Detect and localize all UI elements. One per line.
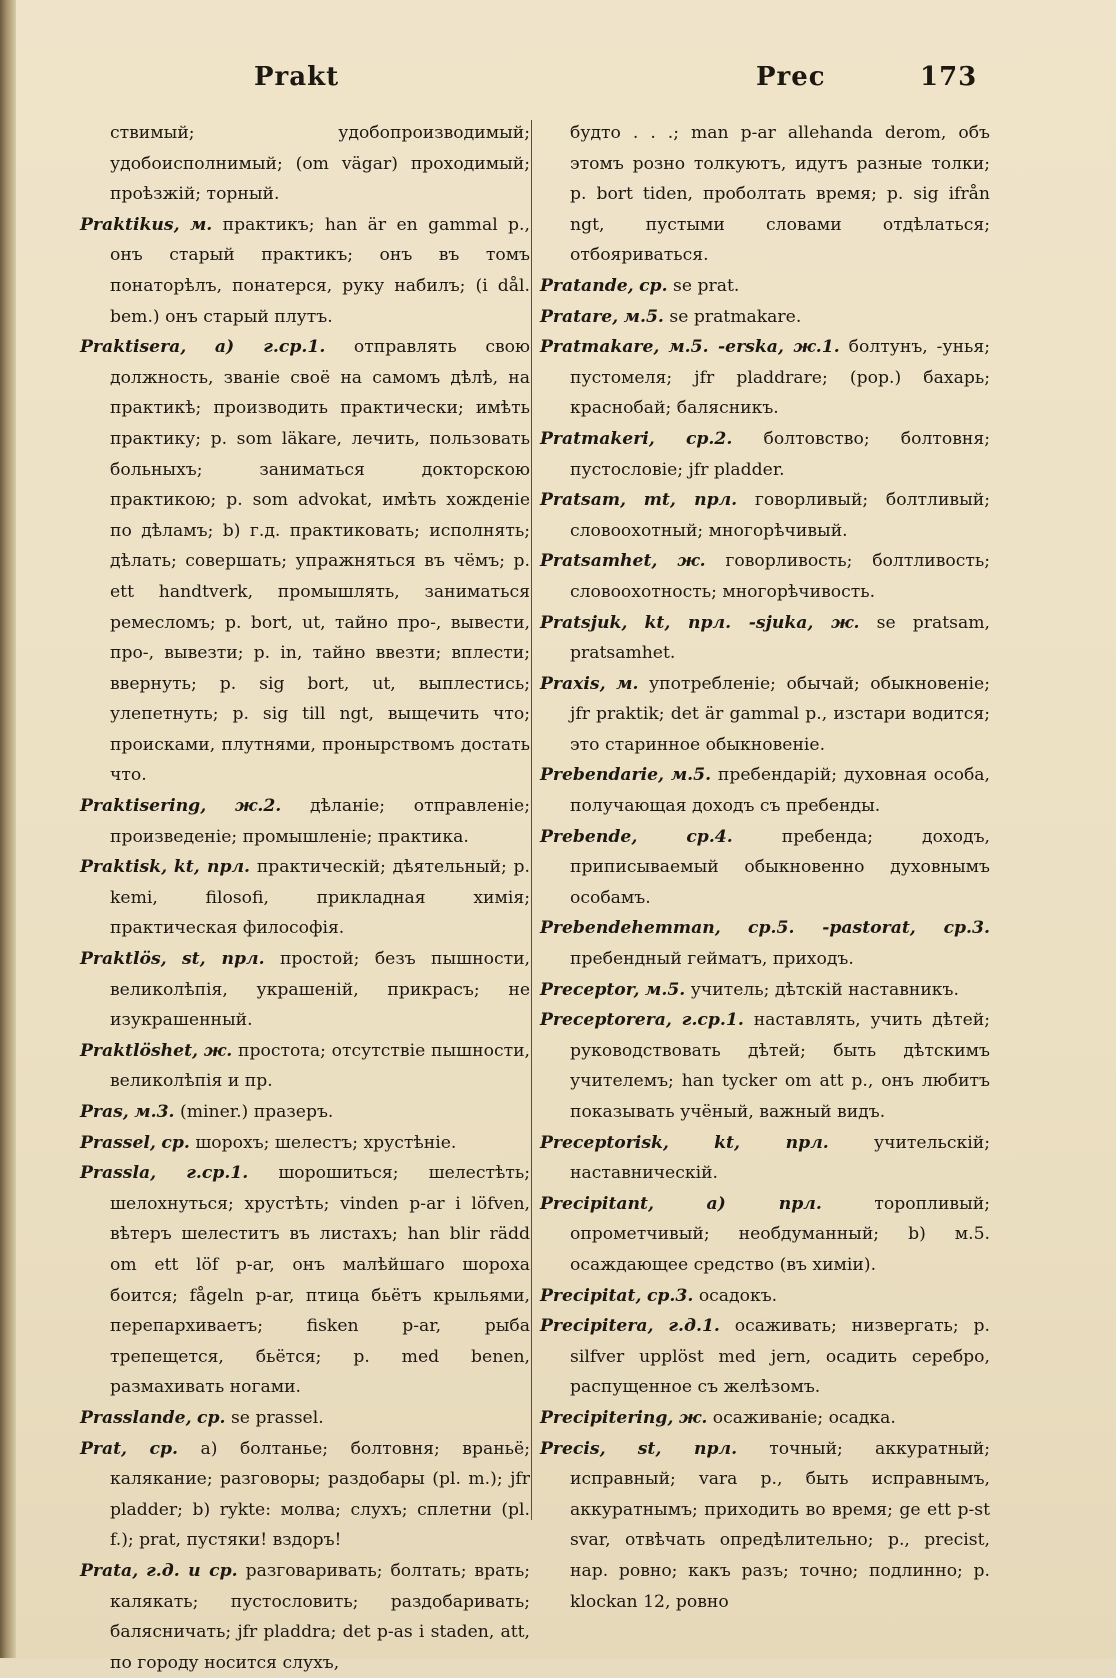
- entry-definition: se pratmakare.: [669, 306, 802, 327]
- entry-definition: a) болтанье; болтовня; враньё; калякание; разговоры; раздобары (pl. m.); jfr pladder; b) rykte: молва; слухъ; сплетни (pl. f.); prat, пустяки! вздоръ!: [110, 1438, 531, 1551]
- entry-headword: Precipitat,: [540, 1285, 642, 1306]
- dictionary-entry: [540, 546, 990, 607]
- entry-headword: Prat,: [80, 1438, 128, 1459]
- entry-headword: Praktlöshet,: [80, 1040, 198, 1061]
- entry-grammar: г.ср.1.: [681, 1010, 744, 1031]
- dictionary-entry: [540, 118, 990, 271]
- entry-headword: Preceptorisk,: [540, 1132, 669, 1153]
- entry-grammar: ср.4.: [686, 826, 733, 847]
- entry-grammar: ж.: [678, 1407, 708, 1428]
- entry-definition: дѣланіе; отправленіе; произведеніе; промышленіе; практика.: [110, 796, 530, 847]
- dictionary-entry: [540, 608, 990, 669]
- entry-definition: пребендный гейматъ, приходъ.: [570, 949, 854, 970]
- entry-headword: Prata,: [80, 1560, 139, 1581]
- dictionary-entry: [540, 1005, 990, 1127]
- entry-definition: говорливый; болтливый; словоохотный; многорѣчивый.: [570, 490, 991, 541]
- entry-grammar: kt, прл. -sjuka, ж.: [644, 612, 860, 633]
- dictionary-entry: [540, 271, 990, 302]
- entry-grammar: mt, прл.: [643, 490, 738, 511]
- entry-definition: точный; аккуратный; исправный; vara p., быть исправнымъ, аккуратнымъ; приходить во время; ge ett p-st svar, отвѣчать опредѣлительно; p., precist, нар. ровно; какъ разъ; точно; подлинно; p. klockan 12, ровно: [570, 1438, 990, 1612]
- entry-grammar: г.д.1.: [668, 1316, 720, 1337]
- entry-headword: Prasslande,: [80, 1407, 192, 1428]
- entry-definition: осаживаніе; осадка.: [712, 1407, 896, 1428]
- running-head-left: Prakt: [254, 62, 340, 92]
- dictionary-entry: [540, 332, 990, 424]
- entry-definition: болтунъ, -унья; пустомеля; jfr pladdrare; (pop.) бахарь; краснобай; балясникъ.: [570, 337, 991, 419]
- entry-definition: se prassel.: [230, 1407, 324, 1428]
- entry-grammar: г.д. и ср.: [146, 1560, 238, 1581]
- entry-grammar: м.: [616, 673, 639, 694]
- dictionary-entry: [540, 913, 990, 974]
- left-column: [80, 118, 530, 1678]
- entry-headword: Precipitant,: [540, 1193, 654, 1214]
- entry-definition: se prat.: [673, 275, 740, 296]
- entry-definition: практикъ; han är en gammal p., онъ старый практикъ; онъ въ томъ понаторѣлъ, понатерся, руку набилъ; (i dål. bem.) онъ старый плутъ.: [110, 214, 530, 327]
- entry-definition: se pratsam, pratsamhet.: [570, 612, 990, 664]
- entry-definition: разговаривать; болтать; врать; калякать; пустословить; раздобаривать; балясничать; jfr pladdra; det p-as i staden, att, по городу носится слухъ,: [110, 1560, 531, 1673]
- entry-grammar: м.5.: [670, 765, 712, 786]
- entry-headword: Pras,: [80, 1102, 129, 1122]
- dictionary-entry: [540, 1189, 990, 1281]
- entry-headword: Praktlös,: [80, 949, 167, 970]
- entry-definition: простой; безъ пышности, великолѣпія, украшеній, прикрасъ; не изукрашенный.: [110, 949, 530, 1031]
- entry-definition: простота; отсутствіе пышности, великолѣпія и пр.: [110, 1040, 530, 1092]
- book-spine-edge: [0, 0, 16, 1658]
- entry-grammar: м.3.: [134, 1102, 175, 1122]
- entry-grammar: ср.2.: [685, 428, 733, 449]
- entry-headword: Prebende,: [540, 826, 638, 847]
- dictionary-entry: [80, 118, 530, 210]
- column-divider: [531, 120, 532, 1520]
- entry-definition: торопливый; опрометчивый; необдуманный; b) м.5. осаждающее средство (въ химіи).: [570, 1193, 990, 1275]
- entry-headword: Pratmakare,: [540, 337, 660, 358]
- dictionary-page: [16, 0, 1116, 1673]
- entry-definition: шорошиться; шелестѣть; шелохнуться; хрустѣть; vinden p-ar i löfven, вѣтеръ шелеститъ въ листахъ; han blir rädd om ett löf p-ar, онъ малѣйшаго шороха боится; fågeln p-ar, птица бьётъ крыльями, перепархиваетъ; fisken p-ar, рыба трепещется, бьётся; p. med benen, размахивать ногами.: [110, 1163, 530, 1398]
- entry-definition: осадокъ.: [698, 1285, 778, 1306]
- entry-grammar: м.5. -erska, ж.1.: [668, 337, 840, 358]
- entry-grammar: ж.2.: [234, 796, 282, 817]
- dictionary-entry: [80, 332, 530, 791]
- entry-grammar: st, прл.: [637, 1438, 738, 1459]
- entry-headword: Prassel,: [80, 1132, 156, 1153]
- entry-grammar: kt, прл.: [714, 1132, 829, 1153]
- entry-grammar: ж.: [677, 551, 706, 572]
- dictionary-entry: [540, 1434, 990, 1618]
- entry-grammar: a) г.ср.1.: [214, 337, 326, 358]
- entry-headword: Pratande,: [540, 275, 634, 296]
- dictionary-entry: [540, 485, 990, 546]
- entry-grammar: ср.: [149, 1438, 179, 1459]
- entry-headword: Praktisera,: [80, 337, 187, 358]
- entry-grammar: a) прл.: [706, 1193, 822, 1214]
- dictionary-entry: [80, 1036, 530, 1097]
- dictionary-entry: [80, 1097, 530, 1128]
- entry-headword: Precipitera,: [540, 1316, 654, 1337]
- running-head-right: Prec: [756, 62, 826, 92]
- entry-headword: Precis,: [540, 1438, 606, 1459]
- page-number: 173: [920, 62, 978, 92]
- entry-headword: Praktisk,: [80, 857, 168, 878]
- entry-headword: Preceptorera,: [540, 1010, 672, 1031]
- entry-definition: ствимый; удобопроизводимый; удобоисполнимый; (om vägar) проходимый; проѣзжій; торный.: [110, 123, 530, 205]
- entry-grammar: м.5.: [645, 979, 686, 1000]
- dictionary-entry: [540, 822, 990, 914]
- dictionary-entry: [80, 210, 530, 332]
- dictionary-entry: [540, 669, 990, 761]
- dictionary-entry: [540, 302, 990, 333]
- entry-definition: отправлять свою должность, званіе своё на самомъ дѣлѣ, на практикѣ; производить практически; имѣть практику; p. som läkare, лечить, пользовать больныхъ; заниматься докторскою практикою; p. som advokat, имѣть хожденіе по дѣламъ; b) г.д. практиковать; исполнять; дѣлать; совершать; упражняться въ чёмъ; p. ett handtverk, промышлять, заниматься ремесломъ; p. bort, ut, тайно про-, вывести, про-, вывезти; p. in, тайно ввезти; вплести; ввернуть; p. sig bort, ut, выплестись; улепетнуть; p. sig till ngt, выщечить что; происками, плутнями, пронырствомъ достать что.: [110, 337, 530, 786]
- entry-headword: Preceptor,: [540, 979, 640, 1000]
- entry-grammar: ж.: [203, 1040, 233, 1061]
- entry-headword: Praktikus,: [80, 214, 180, 235]
- entry-definition: (miner.) празеръ.: [180, 1102, 334, 1122]
- entry-headword: Prebendehemman,: [540, 918, 721, 939]
- entry-grammar: ср.: [197, 1407, 226, 1428]
- entry-grammar: st, прл.: [182, 949, 265, 970]
- entry-definition: будто . . .; man p-ar allehanda derom, объ этомъ розно толкуютъ, идутъ разные толки; p. bort tiden, проболтать время; p. sig ifrån ngt, пустыми словами отдѣлаться; отбояриваться.: [570, 123, 990, 266]
- entry-definition: пребендарій; духовная особа, получающая доходъ съ пребенды.: [570, 765, 990, 817]
- entry-headword: Pratmakeri,: [540, 428, 655, 449]
- dictionary-entry: [80, 944, 530, 1036]
- entry-headword: Pratare,: [540, 306, 619, 327]
- entry-grammar: ср.: [161, 1132, 190, 1153]
- dictionary-entry: [540, 760, 990, 821]
- dictionary-entry: [80, 1556, 530, 1678]
- entry-definition: пребенда; доходъ, приписываемый обыкновенно духовнымъ особамъ.: [570, 826, 990, 908]
- entry-grammar: ср.: [639, 275, 668, 296]
- right-column: [540, 118, 990, 1617]
- dictionary-entry: [540, 424, 990, 485]
- entry-definition: практическій; дѣятельный; p. kemi, filosofi, прикладная химія; практическая философія.: [110, 857, 531, 939]
- entry-grammar: м.: [189, 214, 213, 235]
- dictionary-entry: [540, 1403, 990, 1434]
- entry-grammar: kt, прл.: [173, 857, 251, 878]
- entry-headword: Prassla,: [80, 1163, 157, 1184]
- dictionary-entry: [80, 1434, 530, 1556]
- dictionary-entry: [80, 1403, 530, 1434]
- dictionary-entry: [80, 1128, 530, 1159]
- entry-definition: осаживать; низвергать; p. silfver upplöst med jern, осадить серебро, распущенное съ желѣзомъ.: [570, 1316, 990, 1398]
- dictionary-entry: [80, 1158, 530, 1403]
- entry-grammar: г.ср.1.: [186, 1163, 249, 1184]
- entry-grammar: ср.3.: [646, 1285, 694, 1306]
- entry-headword: Praxis,: [540, 673, 606, 694]
- dictionary-entry: [540, 1128, 990, 1189]
- entry-grammar: м.5.: [623, 306, 664, 327]
- entry-headword: Praktisering,: [80, 796, 207, 817]
- entry-definition: говорливость; болтливость; словоохотность; многорѣчивость.: [570, 551, 991, 602]
- entry-headword: Prebendarie,: [540, 765, 665, 786]
- dictionary-entry: [540, 975, 990, 1006]
- entry-headword: Precipitering,: [540, 1407, 674, 1428]
- entry-definition: употребленіе; обычай; обыкновеніе; jfr praktik; det är gammal p., изстари водится; это старинное обыкновеніе.: [570, 673, 990, 755]
- entry-headword: Pratsam,: [540, 490, 627, 511]
- dictionary-entry: [540, 1281, 990, 1312]
- entry-grammar: ср.5. -pastorat, ср.3.: [748, 918, 990, 939]
- dictionary-entry: [80, 852, 530, 944]
- entry-headword: Pratsjuk,: [540, 612, 628, 633]
- entry-definition: учительскій; наставническій.: [570, 1132, 990, 1184]
- entry-definition: учитель; дѣтскій наставникъ.: [690, 979, 959, 1000]
- entry-definition: шорохъ; шелестъ; хрустѣніе.: [195, 1132, 457, 1153]
- dictionary-entry: [540, 1311, 990, 1403]
- entry-headword: Pratsamhet,: [540, 551, 658, 572]
- entry-definition: наставлять, учить дѣтей; руководствовать дѣтей; быть дѣтскимъ учителемъ; han tycker om att p., онъ любитъ показывать учёный, важный видъ.: [570, 1010, 990, 1122]
- dictionary-entry: [80, 791, 530, 852]
- entry-definition: болтовство; болтовня; пустословіе; jfr pladder.: [570, 428, 991, 480]
